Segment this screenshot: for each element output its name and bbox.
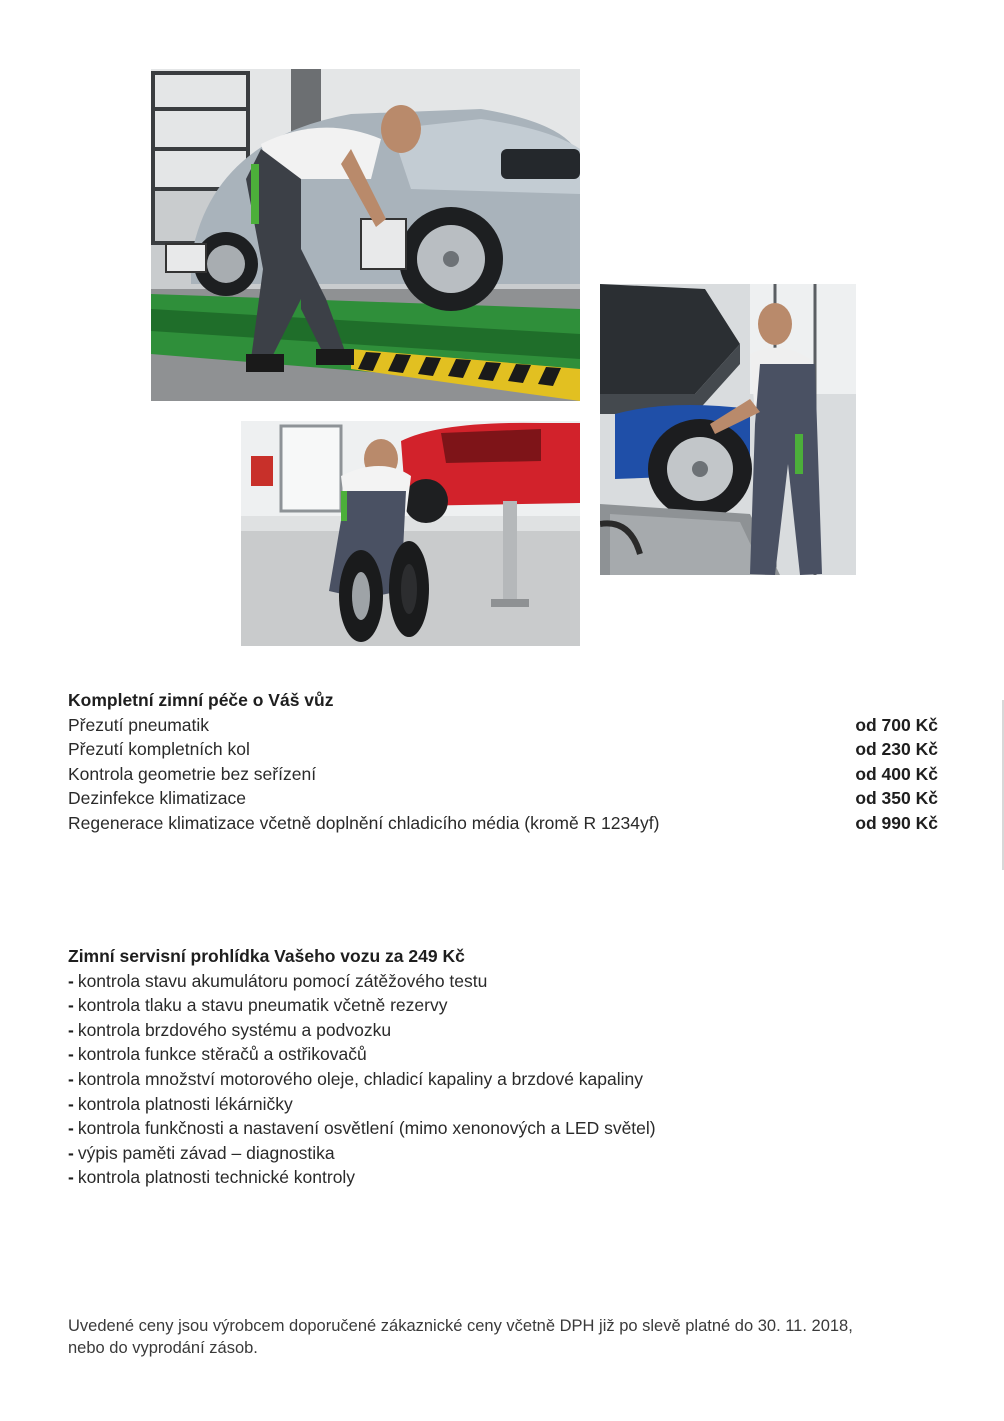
- footnote-line: Uvedené ceny jsou výrobcem doporučené zákaznické ceny včetně DPH již po slevě platné do 30. 11. 2018,: [68, 1317, 853, 1335]
- checkup-item-text: kontrola množství motorového oleje, chladicí kapaliny a brzdové kapaliny: [77, 1068, 643, 1089]
- bullet-dash: -: [68, 1093, 74, 1114]
- checkup-item: [68, 1092, 938, 1117]
- bullet-dash: -: [68, 1142, 74, 1163]
- checkup-item-text: kontrola platnosti lékárničky: [77, 1093, 293, 1114]
- bullet-dash: -: [68, 1068, 74, 1089]
- checkup-item: [68, 1116, 938, 1141]
- checkup-item-text: kontrola platnosti technické kontroly: [77, 1167, 356, 1188]
- bullet-dash: -: [68, 1044, 74, 1065]
- bullet-dash: -: [68, 1167, 74, 1188]
- bullet-dash: -: [68, 1019, 74, 1040]
- price-row-amount: od 350 Kč: [855, 788, 938, 809]
- checkup-item: [68, 969, 938, 994]
- checkup-list: [68, 944, 938, 1190]
- checkup-item-text: kontrola funkce stěračů a ostřikovačů: [77, 1044, 367, 1065]
- checkup-item-text: kontrola stavu akumulátoru pomocí zátěžového testu: [77, 970, 488, 991]
- checkup-item-text: kontrola funkčnosti a nastavení osvětlení (mimo xenonových a LED světel): [77, 1118, 656, 1139]
- price-row: [68, 737, 938, 762]
- bullet-dash: -: [68, 1118, 74, 1139]
- checkup-item: [68, 1042, 938, 1067]
- price-row-amount: od 400 Kč: [855, 763, 938, 784]
- price-list: [68, 688, 938, 836]
- wheel-alignment-photo: [151, 69, 580, 401]
- price-row-label: Přezutí kompletních kol: [68, 739, 250, 760]
- price-row-label: Dezinfekce klimatizace: [68, 788, 246, 809]
- price-row-label: Přezutí pneumatik: [68, 714, 210, 735]
- checkup-item: [68, 993, 938, 1018]
- price-list-heading: Kompletní zimní péče o Váš vůz: [68, 690, 334, 710]
- checkup-item-text: výpis paměti závad – diagnostika: [77, 1142, 335, 1163]
- price-row: [68, 713, 938, 738]
- bullet-dash: -: [68, 970, 74, 991]
- checkup-heading: Zimní servisní prohlídka Vašeho vozu za 249 Kč: [68, 946, 465, 966]
- price-row-amount: od 990 Kč: [855, 812, 938, 833]
- price-row-label: Regenerace klimatizace včetně doplnění chladicího média (kromě R 1234yf): [68, 812, 660, 833]
- checkup-item: [68, 1141, 938, 1166]
- price-footnote: [68, 1315, 938, 1359]
- checkup-item: [68, 1165, 938, 1190]
- checkup-item-text: kontrola brzdového systému a podvozku: [77, 1019, 392, 1040]
- tire-handling-photo: [241, 421, 580, 646]
- footnote-line: nebo do vyprodání zásob.: [68, 1339, 258, 1357]
- price-row: [68, 786, 938, 811]
- checkup-item: [68, 1018, 938, 1043]
- price-row-amount: od 230 Kč: [855, 739, 938, 760]
- checkup-item-text: kontrola tlaku a stavu pneumatik včetně rezervy: [77, 995, 448, 1016]
- price-row: [68, 811, 938, 836]
- price-row: [68, 762, 938, 787]
- tire-changer-photo: [600, 284, 856, 575]
- bullet-dash: -: [68, 995, 74, 1016]
- checkup-item: [68, 1067, 938, 1092]
- price-row-amount: od 700 Kč: [855, 714, 938, 735]
- price-row-label: Kontrola geometrie bez seřízení: [68, 763, 317, 784]
